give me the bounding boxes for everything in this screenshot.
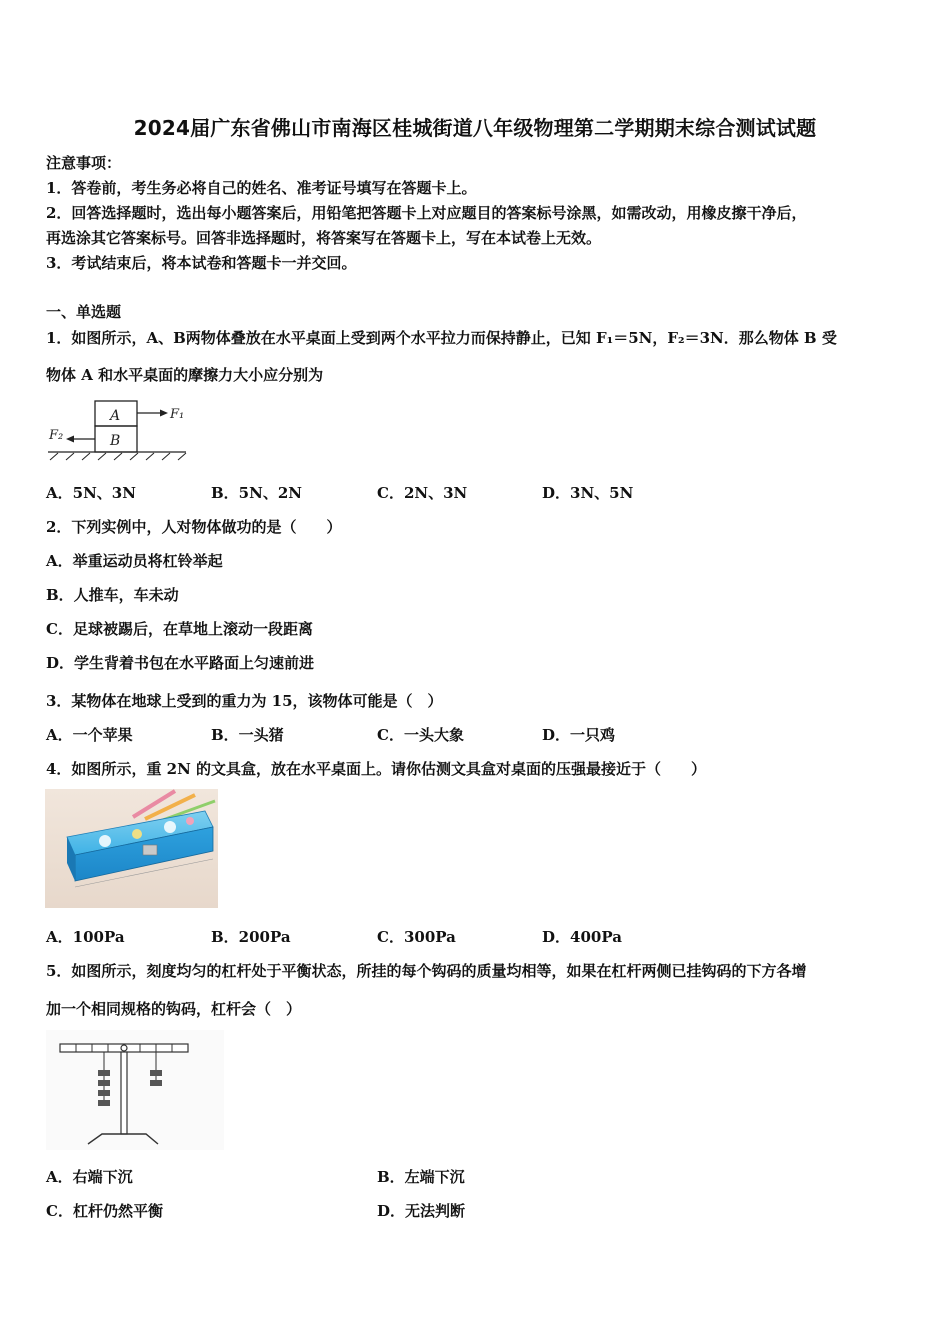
notice-item: 1．答卷前，考生务必将自己的姓名、准考证号填写在答题卡上。	[46, 179, 477, 197]
option-a: A．100Pa	[46, 928, 125, 946]
question-1-line-1: 1．如图所示，A、B两物体叠放在水平桌面上受到两个水平拉力而保持静止，已知 F₁＝5N，F₂＝3N．那么物体 B 受	[46, 329, 837, 347]
option-d: D．无法判断	[377, 1202, 466, 1220]
option-a: A．右端下沉	[46, 1168, 133, 1186]
clasp	[143, 845, 157, 855]
option-a: A．5N、3N	[46, 484, 136, 502]
lever-balance-diagram	[46, 1030, 224, 1150]
option-a: A．一个苹果	[46, 726, 133, 744]
weight-right	[150, 1080, 162, 1086]
option-a: A．举重运动员将杠铃举起	[46, 552, 223, 570]
pivot	[121, 1045, 127, 1051]
force-2-arrowhead	[66, 436, 74, 443]
notice-heading: 注意事项：	[46, 154, 122, 172]
question-4-stem: 4．如图所示，重 2N 的文具盒，放在水平桌面上。请你估测文具盒对桌面的压强最接近于（ ）	[46, 760, 707, 778]
option-b: B．左端下沉	[377, 1168, 465, 1186]
option-c: C．2N、3N	[377, 484, 468, 502]
question-2-stem: 2．下列实例中，人对物体做功的是（ ）	[46, 518, 342, 536]
pencil-box-photo	[45, 789, 218, 908]
question-1-line-2: 物体 A 和水平桌面的摩擦力大小应分别为	[46, 366, 324, 384]
option-c: C．300Pa	[377, 928, 456, 946]
option-c: C．一头大象	[377, 726, 464, 744]
blocks-force-diagram	[46, 396, 188, 462]
weight-left	[98, 1080, 110, 1086]
option-b: B．200Pa	[211, 928, 291, 946]
block-a-label: A	[110, 408, 121, 424]
force-1-label: F₁	[170, 407, 185, 422]
notice-item: 2．回答选择题时，选出每小题答案后，用铅笔把答题卡上对应题目的答案标号涂黑，如需改动，用橡皮擦干净后，	[46, 204, 807, 222]
cartoon-decoration	[186, 817, 194, 825]
force-2-label: F₂	[49, 428, 64, 443]
weight-left	[98, 1070, 110, 1076]
weight-left	[98, 1090, 110, 1096]
question-5-line-2: 加一个相同规格的钩码，杠杆会（ ）	[46, 1000, 302, 1018]
stand-pole	[121, 1052, 127, 1134]
cartoon-decoration	[132, 829, 142, 839]
cartoon-decoration	[99, 835, 111, 847]
question-3-stem: 3．某物体在地球上受到的重力为 15，该物体可能是（ ）	[46, 692, 443, 710]
block-b-label: B	[110, 433, 121, 449]
option-c: C．足球被踢后，在草地上滚动一段距离	[46, 620, 313, 638]
force-1-arrowhead	[160, 410, 168, 417]
option-d: D．一只鸡	[542, 726, 616, 744]
weight-left	[98, 1100, 110, 1106]
option-c: C．杠杆仍然平衡	[46, 1202, 163, 1220]
ground-hatching	[50, 453, 186, 460]
notice-item: 3．考试结束后，将本试卷和答题卡一并交回。	[46, 254, 357, 272]
cartoon-decoration	[164, 821, 176, 833]
question-5-line-1: 5．如图所示，刻度均匀的杠杆处于平衡状态，所挂的每个钩码的质量均相等，如果在杠杆两侧已挂钩码的下方各增	[46, 962, 807, 980]
option-d: D．400Pa	[542, 928, 622, 946]
option-b: B．一头猪	[211, 726, 284, 744]
option-d: D．学生背着书包在水平路面上匀速前进	[46, 654, 315, 672]
page-title: 2024届广东省佛山市南海区桂城街道八年级物理第二学期期末综合测试试题	[133, 116, 817, 140]
option-b: B．人推车，车未动	[46, 586, 179, 604]
weight-right	[150, 1070, 162, 1076]
option-b: B．5N、2N	[211, 484, 302, 502]
notice-item: 再选涂其它答案标号。回答非选择题时，将答案写在答题卡上，写在本试卷上无效。	[46, 229, 602, 247]
section-heading: 一、单选题	[46, 303, 122, 321]
option-d: D．3N、5N	[542, 484, 634, 502]
